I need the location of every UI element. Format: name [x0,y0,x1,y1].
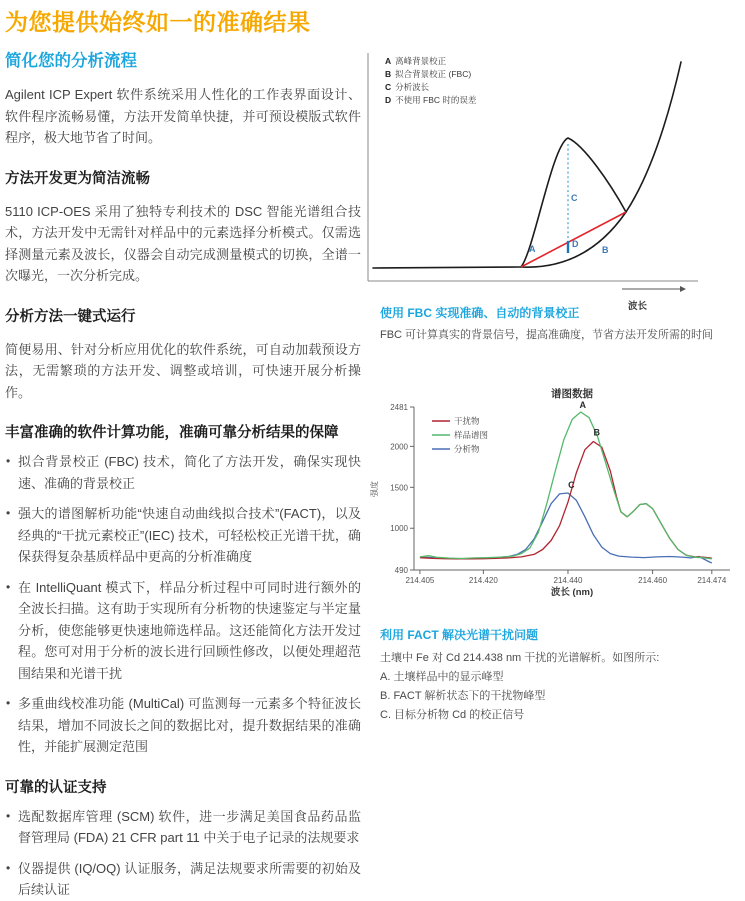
section-body-one-click: 简便易用、针对分析应用优化的软件系统，可自动加载预设方法，无需繁琐的方法开发、调整或培训，可快速开展分析操作。 [5,341,361,400]
svg-text:强度: 强度 [370,481,379,497]
svg-text:分析物: 分析物 [454,444,480,454]
svg-text:490: 490 [394,566,408,575]
svg-text:A: A [579,399,587,410]
section-heading-one-click: 分析方法一键式运行 [5,308,136,325]
svg-text:B: B [593,427,600,438]
section-body-method-dev: 5110 ICP-OES 采用了独特专利技术的 DSC 智能光谱组合技术，方法开发中无需针对样品中的元素选择分析模式。仅需选择测量元素及波长，仪器会自动完成测量模式的切换，全谱一次曝光，一次分析完成。 [5,203,361,283]
svg-text:C: C [568,480,575,491]
fact-caption-line: B. FACT 解析状态下的干扰物峰型 [380,690,546,702]
fbc-caption-text: FBC 可计算真实的背景信号，提高准确度，节省方法开发所需的时间 [380,329,714,341]
left-column [5,0,361,901]
legend-item [385,55,565,68]
fact-spectra-chart [368,385,740,609]
page-title: 为您提供始终如一的准确结果 [5,9,311,35]
legend-item [385,68,565,81]
list-item: • 在 IntelliQuant 模式下，样品分析过程中可同时进行额外的全波长扫描。这有助于实现所有分析物的快速鉴定与半定量分析，使您能够更快速地筛选样品。这还能简化方法开发过程。您可对用于分析的波长进行回顾性修改，以便处理超范围结果和光谱干扰 [5,577,361,685]
fact-caption-line: 土壤中 Fe 对 Cd 214.438 nm 干扰的光谱解析。如图所示: [380,652,660,664]
svg-text:214.420: 214.420 [468,576,498,585]
legend-item [385,94,565,107]
list-item: • 选配数据库管理 (SCM) 软件，进一步满足美国食品药品监督管理局 (FDA) 21 CFR part 11 中关于电子记录的法规要求 [5,806,361,849]
list-item: • 拟合背景校正 (FBC) 技术，简化了方法开发，确保实现快速、准确的背景校正 [5,451,361,494]
svg-text:214.405: 214.405 [405,576,435,585]
svg-text:B: B [602,245,609,255]
fact-caption-title: 利用 FACT 解决光谱干扰问题 [380,628,538,642]
svg-text:214.460: 214.460 [638,576,668,585]
svg-text:2000: 2000 [390,442,408,452]
svg-text:干扰物: 干扰物 [454,416,480,426]
list-item: • 仪器提供 (IQ/OQ) 认证服务，满足法规要求所需要的初始及后续认证 [5,858,361,901]
svg-text:谱图数据: 谱图数据 [551,388,593,400]
fbc-caption-title: 使用 FBC 实现准确、自动的背景校正 [380,306,580,320]
page-subtitle: 简化您的分析流程 [5,52,137,70]
legend-key: C [385,82,392,92]
svg-text:2481: 2481 [390,403,408,412]
intro-paragraph: Agilent ICP Expert 软件系统采用人性化的工作表界面设计、软件程序流畅易懂，方法开发简单快捷，并可预设模版式软件程序，极大地节省了时间。 [5,87,361,145]
legend-key: B [385,69,392,79]
legend-label: 离峰背景校正 [395,56,447,66]
svg-text:1500: 1500 [390,483,408,493]
svg-text:214.440: 214.440 [553,576,583,585]
fact-caption-line: C. 目标分析物 Cd 的校正信号 [380,709,525,721]
svg-text:1000: 1000 [390,524,408,534]
legend-label: 不使用 FBC 时的误差 [395,95,477,105]
svg-text:D: D [572,239,579,249]
svg-text:C: C [571,193,578,203]
legend-item [385,81,565,94]
fbc-diagram-legend [385,55,565,107]
legend-key: D [385,95,392,105]
svg-text:A: A [529,244,536,254]
svg-text:样品谱图: 样品谱图 [454,430,489,440]
legend-key: A [385,56,392,66]
list-item: • 多重曲线校准功能 (MultiCal) 可监测每一元素多个特征波长结果，增加不同波长之间的数据比对，提升数据结果的准确性，并能扩展测定范围 [5,693,361,758]
certification-bullet-list [5,806,361,901]
software-functions-bullet-list [5,451,361,758]
legend-label: 拟合背景校正 (FBC) [395,69,472,79]
section-heading-certification: 可靠的认证支持 [5,779,107,796]
fact-caption-text [380,649,740,725]
svg-text:波长 (nm): 波长 (nm) [550,587,594,598]
section-heading-method-dev: 方法开发更为简洁流畅 [5,170,150,187]
fact-caption-line: A. 土壤样品中的显示峰型 [380,671,504,683]
svg-text:214.474: 214.474 [697,576,727,585]
legend-label: 分析波长 [395,82,430,92]
section-heading-software-functions: 丰富准确的软件计算功能，准确可靠分析结果的保障 [5,425,339,441]
list-item: • 强大的谱图解析功能“快速自动曲线拟合技术”(FACT)，以及经典的“干扰元素校正”(IEC) 技术，可轻松校正光谱干扰，确保获得复杂基质样品中更高的分析准确度 [5,503,361,568]
svg-text:波长: 波长 [628,301,648,312]
